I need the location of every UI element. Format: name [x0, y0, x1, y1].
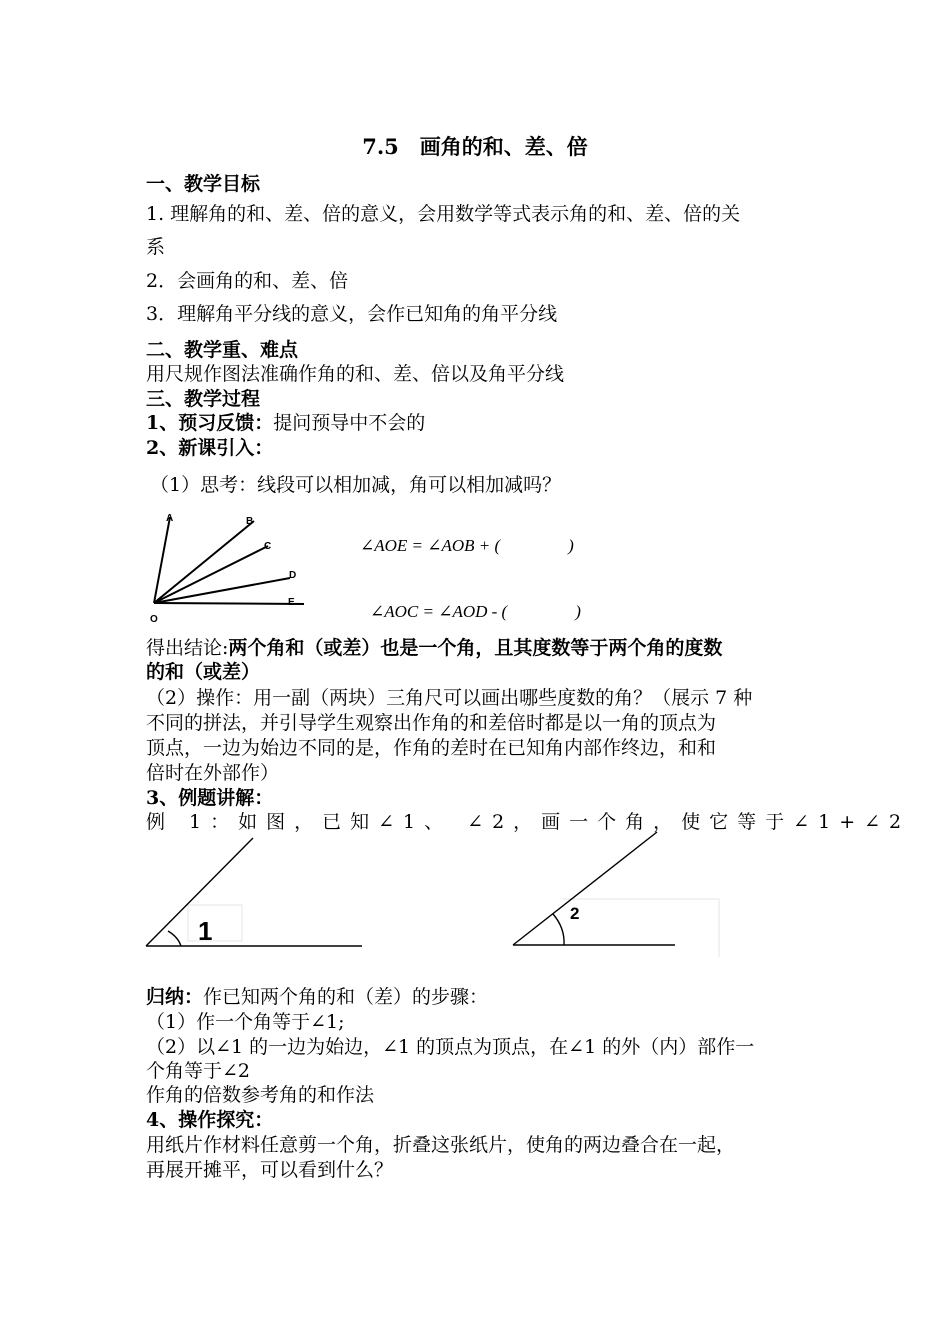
angle-2-arc: [553, 914, 564, 945]
angle-1-figure: [140, 832, 380, 957]
angle-rays-figure: [140, 505, 320, 625]
angle-2-slanted-ray: [513, 832, 657, 945]
label-o: O: [150, 614, 158, 625]
ray-oe: [154, 603, 304, 604]
equation-1: ∠AOE = ∠AOB + ( ): [360, 536, 574, 555]
example-text: 例 1：如图，已知∠1、 ∠2，画一个角，使它等于∠1+∠2: [146, 811, 911, 833]
operation-line4: 倍时在外部作）: [146, 762, 280, 784]
label-box-1: [188, 905, 242, 941]
explore-label: 4、操作探究：: [146, 1109, 274, 1131]
summary-prefix: 归纳：: [146, 986, 204, 1008]
multiple-note: 作角的倍数参考角的和作法: [146, 1084, 375, 1106]
example-label: 3、例题讲解：: [146, 787, 274, 809]
label-e: E: [288, 597, 295, 608]
ray-od: [154, 578, 290, 603]
summary: [146, 982, 488, 1009]
preview-text: 提问预导中不会的: [273, 412, 426, 434]
operation-line3: 顶点，一边为始边不同的是，作角的差时在已知角内部作终边，和和: [146, 737, 717, 759]
conclusion-line2: 的和（或差）: [146, 661, 261, 683]
explore-line1: 用纸片作材料任意剪一个角，折叠这张纸片，使角的两边叠合在一起，: [146, 1134, 736, 1156]
section2-heading: 二、教学重、难点: [146, 339, 299, 361]
operation-line1: （2）操作：用一副（两块）三角尺可以画出哪些度数的角？（展示 7 种: [146, 687, 753, 709]
step-1: （1）作一个角等于∠1;: [146, 1011, 345, 1033]
conclusion-line1: [146, 633, 722, 660]
think-question: （1）思考：线段可以相加减，角可以相加减吗？: [150, 474, 562, 496]
conclusion-prefix: 得出结论:: [146, 637, 229, 659]
summary-text: 作已知两个角的和（差）的步骤：: [203, 986, 489, 1008]
label-d: D: [289, 570, 297, 581]
ray-ob: [154, 521, 254, 603]
page-title: 7.5 画角的和、差、倍: [362, 134, 588, 159]
intro-label: 2、新课引入：: [146, 437, 274, 459]
key-points-text: 用尺规作图法准确作角的和、差、倍以及角平分线: [146, 363, 565, 385]
step-2-line2: 个角等于∠2: [146, 1060, 251, 1082]
ray-oc: [154, 546, 268, 603]
section1-heading: 一、教学目标: [146, 173, 261, 195]
label-c: C: [264, 541, 272, 552]
angle-2-label: 2: [570, 904, 580, 923]
ray-oa: [154, 517, 170, 603]
section3-heading: 三、教学过程: [146, 388, 261, 410]
objective-1-line1: 1. 理解角的和、差、倍的意义，会用数学等式表示角的和、差、倍的关: [146, 203, 741, 225]
operation-line2: 不同的拼法，并引导学生观察出作角的和差倍时都是以一角的顶点为: [146, 712, 717, 734]
angle-1-arc: [168, 931, 181, 946]
label-b: B: [246, 516, 254, 527]
objective-3: 3．理解角平分线的意义，会作已知角的角平分线: [146, 303, 558, 325]
conclusion-text: 两个角和（或差）也是一个角，且其度数等于两个角的度数: [228, 637, 723, 659]
explore-line2: 再展开摊平，可以看到什么？: [146, 1159, 394, 1181]
angle-1-label: 1: [198, 916, 213, 946]
label-box-2: [563, 899, 719, 957]
preview-feedback: [146, 408, 425, 435]
angle-2-figure: [505, 826, 730, 961]
objective-1-line2: 系: [146, 236, 166, 258]
objective-2: 2．会画角的和、差、倍: [146, 270, 349, 292]
label-a: A: [166, 513, 174, 524]
preview-label: 1、预习反馈：: [146, 412, 274, 434]
step-2-line1: （2）以∠1 的一边为始边，∠1 的顶点为顶点，在∠1 的外（内）部作一: [146, 1036, 755, 1058]
equation-2: ∠AOC = ∠AOD - ( ): [370, 602, 581, 621]
